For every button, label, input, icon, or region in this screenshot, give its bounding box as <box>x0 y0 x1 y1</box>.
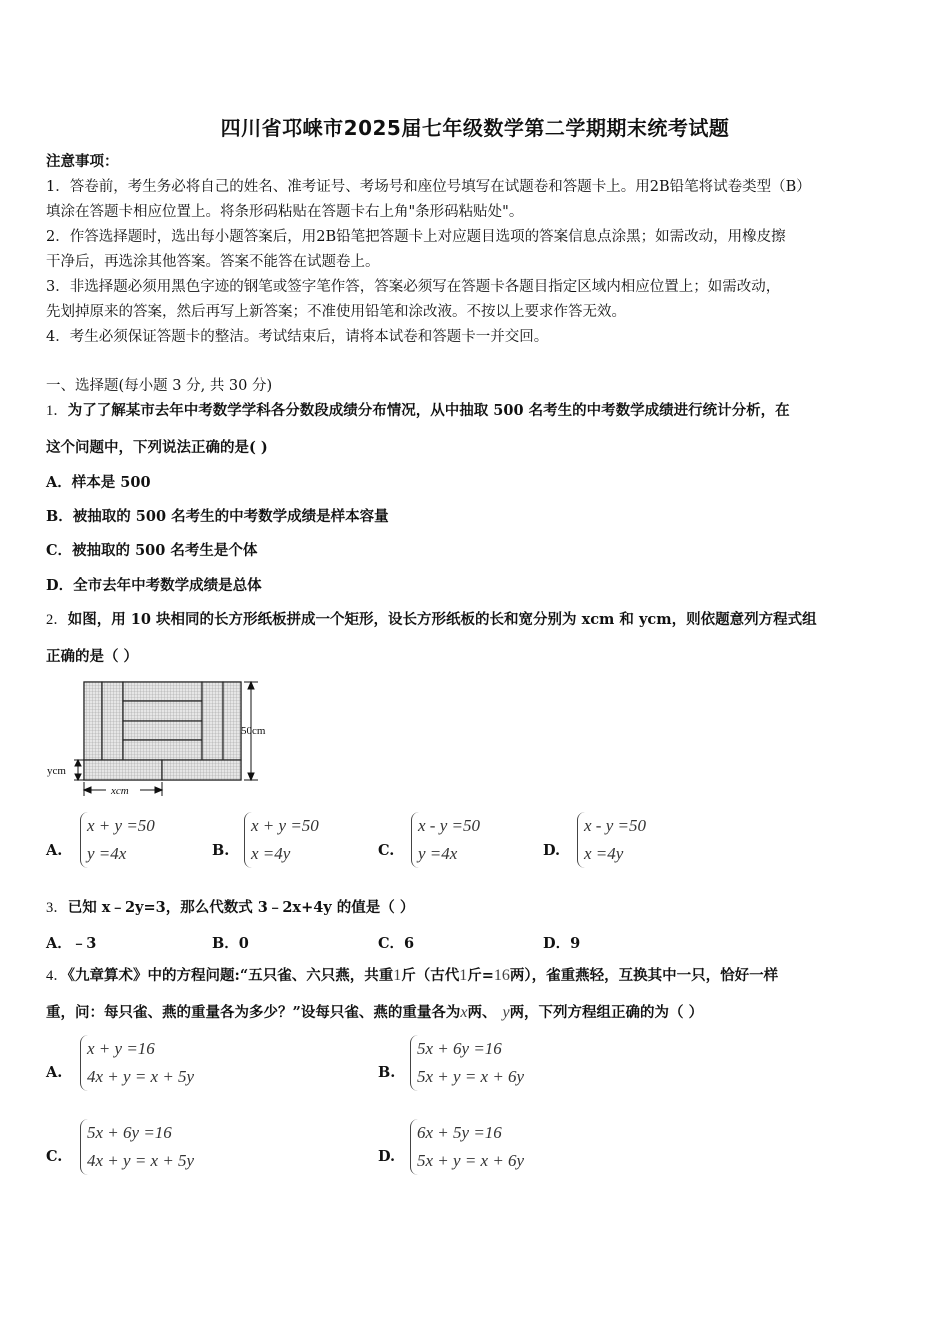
q1-option-b[interactable]: B．被抽取的 500 名考生的中考数学成绩是样本容量 <box>46 508 389 525</box>
q1-text-1: 为了了解某市去年中考数学学科各分数段成绩分布情况，从中抽取 500 名考生的中考数学成绩进行统计分析，在 <box>67 402 790 419</box>
q1-stem-line-2: 这个问题中，下列说法正确的是( ) <box>46 439 268 456</box>
q2-option-b-label[interactable]: B. <box>212 842 230 859</box>
q3-option-c[interactable]: C．6 <box>378 935 415 952</box>
notice-line-6: 先划掉原来的答案，然后再写上新答案；不准使用铅笔和涂改液。不按以上要求作答无效。 <box>46 304 626 320</box>
notice-line-5: 3．非选择题必须用黑色字迹的钢笔或签字笔作答，答案必须写在答题卡各题目指定区域内相应位置上；如需改动， <box>46 279 781 295</box>
notice-line-2: 填涂在答题卡相应位置上。将条形码粘贴在答题卡右上角"条形码粘贴处"。 <box>46 204 524 220</box>
q2-stem-line-2: 正确的是（ ） <box>46 648 139 665</box>
q4-option-a-label[interactable]: A. <box>46 1064 63 1081</box>
q1-option-a[interactable]: A．样本是 500 <box>46 474 151 491</box>
q4-option-a-system[interactable]: x + y =16 4x + y = x + 5y <box>80 1035 194 1091</box>
q2-option-d-label[interactable]: D. <box>543 842 561 859</box>
q3-number: 3． <box>46 900 68 916</box>
q4-stem-line-2: 重，问：每只雀、燕的重量各为多少？”设每只雀、燕的重量各为x两、 y两，下列方程组正确的为（ ） <box>46 1004 704 1021</box>
q4-number: 4． <box>46 968 68 984</box>
q2-option-a-label[interactable]: A. <box>46 842 63 859</box>
page-title: 四川省邛崃市2025届七年级数学第二学期期末统考试题 <box>220 116 730 140</box>
notice-line-1: 1．答卷前，考生务必将自己的姓名、准考证号、考场号和座位号填写在试题卷和答题卡上。用2B铅笔将试卷类型（B） <box>46 179 811 195</box>
q4-option-c-label[interactable]: C. <box>46 1148 63 1165</box>
q3-option-d[interactable]: D．9 <box>543 935 581 952</box>
q4-option-d-system[interactable]: 6x + 5y =16 5x + y = x + 6y <box>410 1119 524 1175</box>
figure-width-label: ycm <box>47 765 66 777</box>
notice-line-3: 2．作答选择题时，选出每小题答案后，用2B铅笔把答题卡上对应题目选项的答案信息点涂黑；如需改动，用橡皮擦 <box>46 229 786 245</box>
q2-text-1: 如图，用 10 块相同的长方形纸板拼成一个矩形，设长方形纸板的长和宽分别为 xcm 和 ycm，则依题意列方程式组 <box>67 611 817 628</box>
q4-option-b-system[interactable]: 5x + 6y =16 5x + y = x + 6y <box>410 1035 524 1091</box>
q1-option-c[interactable]: C．被抽取的 500 名考生是个体 <box>46 542 258 559</box>
notice-line-7: 4．考生必须保证答题卡的整洁。考试结束后，请将本试卷和答题卡一并交回。 <box>46 329 549 345</box>
paper-tiles <box>84 682 241 780</box>
q3-stem <box>46 898 414 918</box>
q4-stem-line-1: 4．《九章算术》中的方程问题:“五只雀、六只燕，共重1斤（古代1斤=16两），雀重燕轻，互换其中一只，恰好一样 <box>46 967 779 984</box>
q2-option-c-system[interactable]: x - y =50 y =4x <box>411 812 480 868</box>
q1-number: 1． <box>46 403 68 419</box>
q3-option-a[interactable]: A．﹣3 <box>46 935 97 952</box>
q2-number: 2． <box>46 612 68 628</box>
q1-stem-line-1 <box>46 401 790 421</box>
q2-option-c-label[interactable]: C. <box>378 842 395 859</box>
section-heading: 一、选择题(每小题 3 分, 共 30 分) <box>46 378 273 394</box>
notice-heading: 注意事项： <box>46 153 119 170</box>
q4-option-c-system[interactable]: 5x + 6y =16 4x + y = x + 5y <box>80 1119 194 1175</box>
figure-height-label: 50cm <box>241 725 266 737</box>
rectangle-figure <box>44 676 284 800</box>
q1-option-d[interactable]: D．全市去年中考数学成绩是总体 <box>46 577 262 594</box>
q3-text: 已知 x﹣2y=3，那么代数式 3﹣2x+4y 的值是（ ） <box>67 899 415 916</box>
q2-option-b-system[interactable]: x + y =50 x =4y <box>244 812 319 868</box>
figure-length-label: xcm <box>111 785 129 797</box>
q4-option-d-label[interactable]: D. <box>378 1148 396 1165</box>
q3-option-b[interactable]: B．0 <box>212 935 249 952</box>
q2-option-a-system[interactable]: x + y =50 y =4x <box>80 812 155 868</box>
q4-option-b-label[interactable]: B. <box>378 1064 396 1081</box>
q2-option-d-system[interactable]: x - y =50 x =4y <box>577 812 646 868</box>
q2-stem-line-1 <box>46 610 817 630</box>
notice-line-4: 干净后，再选涂其他答案。答案不能答在试题卷上。 <box>46 254 380 270</box>
